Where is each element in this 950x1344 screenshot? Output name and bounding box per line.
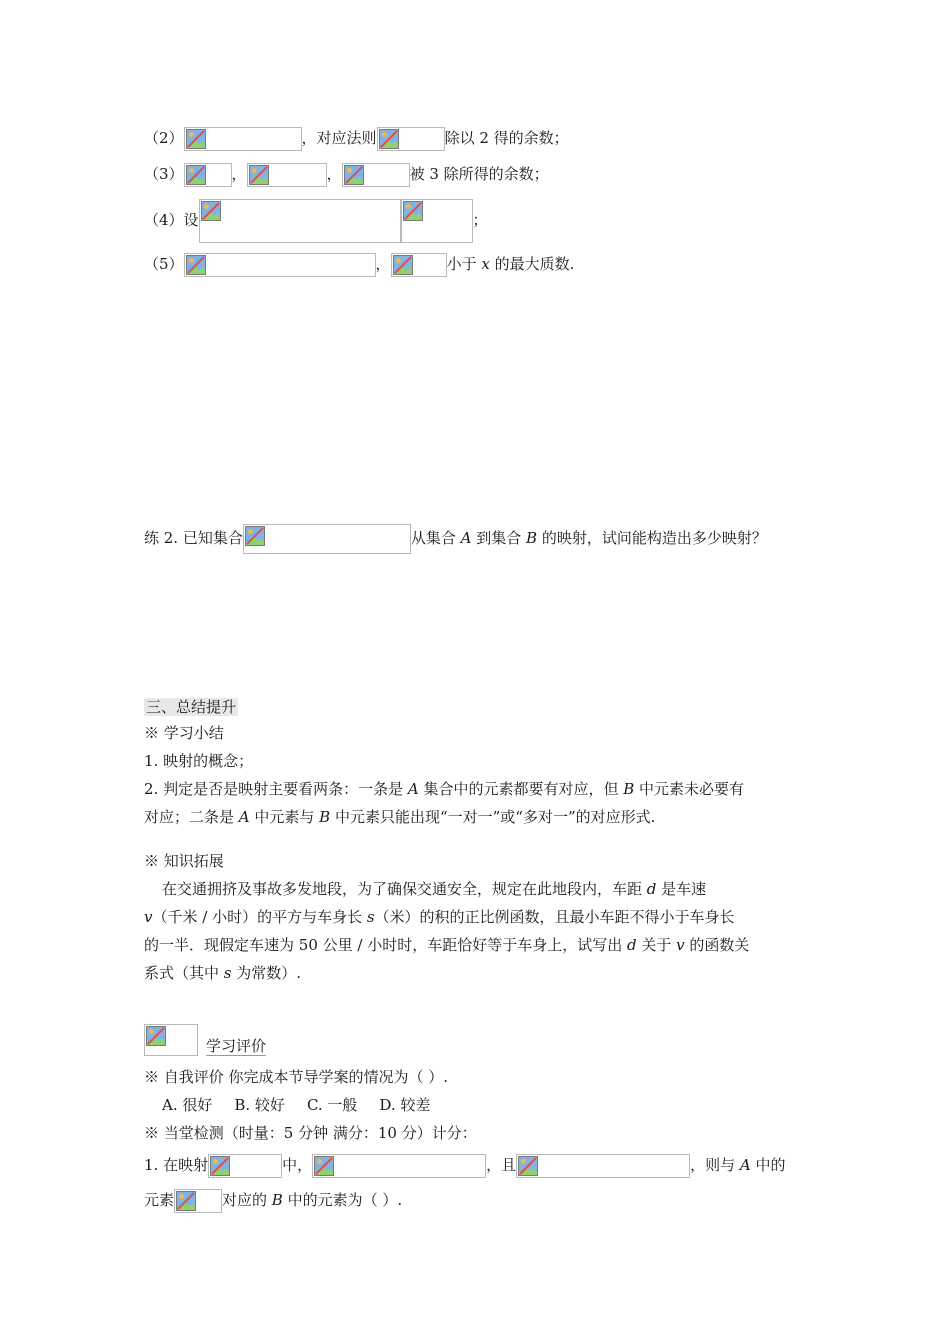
summary-text: 中元素与 [249,808,320,826]
question-1-line1 [144,1154,786,1178]
item-text: ， [231,165,247,183]
summary-text: 对应；二条是 [144,808,239,826]
math-var: B [526,529,538,547]
math-var: B [271,1191,283,1209]
broken-image-icon [243,524,411,554]
extension-text: （千米 / 小时）的平方与车身长 [152,908,367,926]
summary-item-2-line2 [144,806,655,828]
section-title: 三、总结提升 [146,698,237,716]
test-title: ※ 当堂检测（时量：5 分钟 满分：10 分）计分： [144,1124,477,1142]
self-eval: ※ 自我评价 你完成本节导学案的情况为（ ）. [144,1068,449,1086]
item-number: （2） [144,129,184,147]
math-var: A [739,1156,751,1174]
item-text: ， [326,165,342,183]
extension-text: 关于 [636,936,677,954]
question-text: 1. 在映射 [144,1156,209,1174]
item-number: （3） [144,165,184,183]
math-var: B [319,808,331,826]
item-text: 被 3 除所得的余数； [409,165,549,183]
section-heading [144,696,238,718]
math-var: v [676,936,685,954]
exercise-text: 到集合 [471,529,527,547]
summary-text: 1. 映射的概念； [144,752,254,770]
math-var: d [646,880,657,898]
math-var: v [144,908,153,926]
summary-text: 中元素未必要有 [634,780,745,798]
exercise-text: 从集合 [410,529,461,547]
extension-text: 在交通拥挤及事故多发地段，为了确保交通安全，规定在此地段内，车距 [162,880,647,898]
broken-image-icon [391,253,447,277]
extension-text: 的函数关 [684,936,750,954]
extension-line-2 [144,906,735,928]
item-4 [144,198,488,242]
question-text: ，且 [486,1156,517,1174]
extension-line-3 [144,934,749,956]
math-var: s [223,964,232,982]
broken-image-icon [184,127,302,151]
extension-text: 的一半．现假定车速为 50 公里 / 小时时，车距恰好等于车身上，试写出 [144,936,627,954]
summary-text: 中元素只能出现“一对一”或“多对一”的对应形式. [330,808,656,826]
item-3 [144,163,549,187]
broken-image-icon [377,127,445,151]
exercise-prefix: 练 2. 已知集合 [144,529,243,547]
math-var: s [366,908,375,926]
broken-image-icon [312,1154,486,1178]
summary-title: ※ 学习小结 [144,724,224,742]
math-var: B [623,780,635,798]
question-1-line2 [144,1189,402,1213]
extension-text: （米）的积的正比例函数，且最小车距不得小于车身长 [374,908,735,926]
extension-line-1 [144,878,706,900]
item-text: ； [472,211,488,229]
math-var: A [238,808,250,826]
question-text: ，则与 [690,1156,740,1174]
question-text: 对应的 [222,1191,272,1209]
broken-image-icon [401,199,473,243]
item-text: 的最大质数. [489,255,575,273]
item-text: 小于 [446,255,482,273]
option-c: C. 一般 [306,1096,358,1114]
item-text: 除以 2 得的余数； [444,129,569,147]
broken-image-icon [184,253,376,277]
extension-title: ※ 知识拓展 [144,852,224,870]
option-b: B. 较好 [234,1096,285,1114]
math-var: d [626,936,637,954]
broken-image-icon [247,163,327,187]
math-var: A [460,529,472,547]
exercise-2 [144,523,767,553]
question-text: 中的元素为（ ）. [282,1191,403,1209]
extension-text: 系式（其中 [144,964,224,982]
item-text: ，对应法则 [301,129,377,147]
extension-text: 是车速 [656,880,707,898]
broken-image-icon [208,1154,282,1178]
item-number: （4）设 [144,211,199,229]
broken-image-icon [174,1189,222,1213]
evaluation-title: 学习评价 [206,1037,267,1055]
summary-item-1 [144,750,253,772]
item-text: ， [375,255,391,273]
question-text: 中， [282,1156,313,1174]
option-a: A. 很好 [162,1096,213,1114]
math-var: x [481,255,490,273]
broken-image-icon [516,1154,690,1178]
item-2 [144,127,569,151]
broken-image-icon [184,163,232,187]
option-d: D. 较差 [379,1096,431,1114]
evaluation-heading [144,1024,266,1056]
self-eval-options [144,1094,452,1116]
math-var: A [407,780,419,798]
exercise-text: 的映射，试问能构造出多少映射？ [537,529,767,547]
summary-text: 集合中的元素都要有对应，但 [418,780,624,798]
extension-text: 为常数）. [231,964,302,982]
broken-image-icon [342,163,410,187]
broken-image-icon [199,199,401,243]
summary-item-2-line1 [144,778,744,800]
extension-line-4 [144,962,301,984]
summary-text: 2. 判定是否是映射主要看两条：一条是 [144,780,408,798]
broken-image-icon [144,1024,198,1056]
question-text: 中的 [750,1156,786,1174]
question-text: 元素 [144,1191,175,1209]
item-number: （5） [144,255,184,273]
item-5 [144,253,574,277]
